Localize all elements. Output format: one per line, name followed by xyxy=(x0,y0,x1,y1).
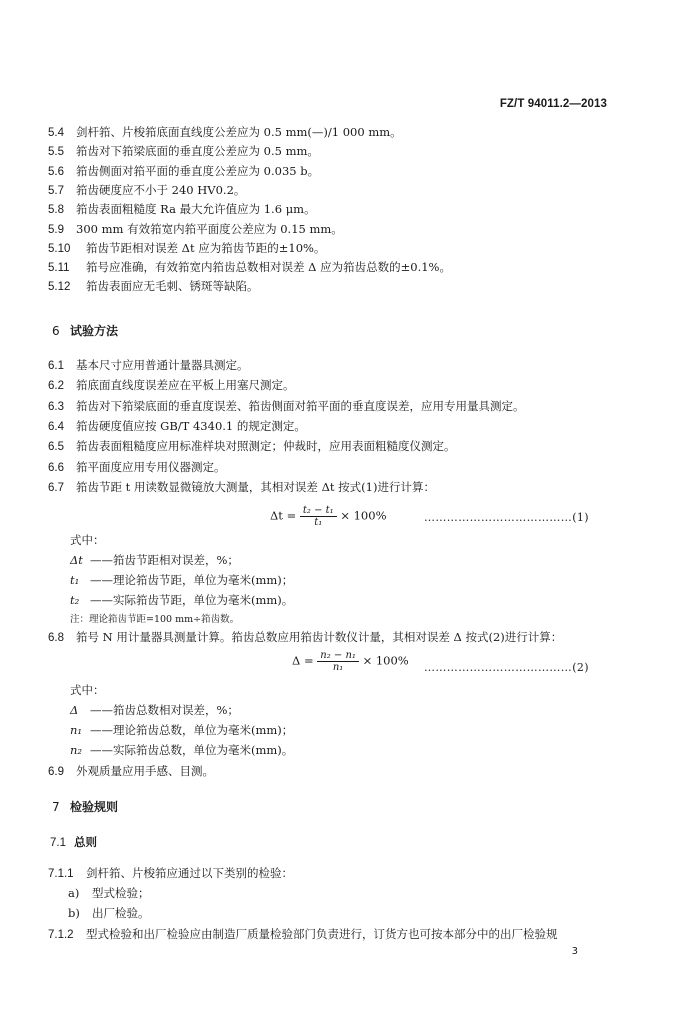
item-7-1-2-number: 7.1.2 xyxy=(48,929,74,941)
item-text: 筘齿对下筘梁底面的垂直度公差应为 0.5 mm。 xyxy=(76,144,319,159)
item-text: 基本尺寸应用普通计量器具测定。 xyxy=(76,358,249,372)
item-number: 6.4 xyxy=(48,420,64,433)
item-6-3 xyxy=(48,399,525,414)
definition-text: ——理论筘齿节距，单位为毫米(mm)； xyxy=(90,573,294,587)
item-text: 筘齿表面粗糙度 Ra 最大允许值应为 1.6 μm。 xyxy=(76,202,316,217)
item-6-9-number: 6.9 xyxy=(48,766,64,778)
formula1-lhs: Δt = xyxy=(270,508,297,523)
item-6-5 xyxy=(48,439,456,454)
item-text: 筘齿节距 t 用读数显微镜放大测量，其相对误差 Δt 按式(1)进行计算： xyxy=(76,479,435,494)
item-5-11 xyxy=(48,260,451,275)
list-item-a-label: a) xyxy=(68,886,80,900)
formula1-number: …………………………………(1) xyxy=(424,511,589,524)
item-number: 5.7 xyxy=(48,184,64,197)
item-6-8-number: 6.8 xyxy=(48,632,64,644)
item-number: 6.6 xyxy=(48,461,64,474)
item-5-4 xyxy=(48,125,402,140)
item-number: 5.9 xyxy=(48,223,64,236)
formula1-denominator: t₁ xyxy=(314,517,323,528)
definition-row xyxy=(70,743,293,757)
formula2-number: …………………………………(2) xyxy=(424,661,589,674)
item-6-4 xyxy=(48,419,306,434)
page-number: 3 xyxy=(571,946,578,957)
item-number: 6.3 xyxy=(48,400,64,413)
standard-id-header: FZ/T 94011.2—2013 xyxy=(499,98,607,110)
list-item-b-text: 出厂检验。 xyxy=(92,906,150,920)
definition-row xyxy=(70,593,293,607)
item-number: 6.7 xyxy=(48,481,64,494)
item-7-1-1-text: 剑杆筘、片梭筘应通过以下类别的检验： xyxy=(86,866,293,880)
section6-title: 试验方法 xyxy=(70,324,119,338)
item-text: 300 mm 有效筘宽内筘平面度公差应为 0.15 mm。 xyxy=(76,221,343,236)
item-text: 筘齿表面粗糙度应用标准样块对照测定；仲裁时，应用表面粗糙度仪测定。 xyxy=(76,439,456,454)
definition-symbol: Δ xyxy=(70,703,79,717)
list-item-b-label: b) xyxy=(68,906,80,920)
definition-text: ——实际筘齿总数，单位为毫米(mm)。 xyxy=(90,743,294,757)
note-1: 注：理论筘齿节距=100 mm÷筘齿数。 xyxy=(70,614,240,625)
subsection-7-1 xyxy=(50,834,97,850)
item-text: 筘齿侧面对筘平面的垂直度公差应为 0.035 b。 xyxy=(76,163,320,178)
item-7-1-2 xyxy=(48,927,558,942)
item-number: 5.6 xyxy=(48,165,64,178)
section6-heading xyxy=(52,322,118,339)
item-text: 筘齿表面应无毛刺、锈斑等缺陷。 xyxy=(86,279,259,294)
item-5-5 xyxy=(48,144,319,159)
definition-row xyxy=(70,723,293,737)
formula2-fraction xyxy=(317,650,359,673)
item-number: 6.5 xyxy=(48,441,64,454)
item-5-6 xyxy=(48,164,319,179)
item-5-10 xyxy=(48,241,325,256)
item-6-1 xyxy=(48,358,249,373)
formula2-rhs: × 100% xyxy=(362,653,409,668)
item-6-9 xyxy=(48,764,214,779)
item-number: 5.5 xyxy=(48,146,64,159)
formula2-numerator: n₂ − n₁ xyxy=(317,650,359,662)
formula1-rhs: × 100% xyxy=(340,508,387,523)
formula-2 xyxy=(292,650,409,673)
definition-symbol: t₂ xyxy=(70,593,80,607)
item-6-8-text: 筘号 N 用计量器具测量计算。筘齿总数应用筘齿计数仪计量，其相对误差 Δ 按式(2)进行计算： xyxy=(76,630,563,644)
item-number: 5.8 xyxy=(48,204,64,217)
item-7-1-1 xyxy=(48,866,293,881)
definition-text: ——筘齿节距相对误差，%； xyxy=(90,553,239,567)
definition-symbol: n₁ xyxy=(70,723,83,737)
list-item-a-text: 型式检验； xyxy=(92,886,150,900)
formula1-numerator: t₂ − t₁ xyxy=(300,505,337,517)
where1-label: 式中： xyxy=(70,533,105,547)
item-6-8 xyxy=(48,630,562,645)
section6-number: 6 xyxy=(52,324,60,338)
definition-symbol: n₂ xyxy=(70,743,83,757)
list-item-a xyxy=(68,886,150,900)
item-text: 筘平面度应用专用仪器测定。 xyxy=(76,459,226,474)
item-5-9 xyxy=(48,222,343,237)
item-number: 6.2 xyxy=(48,380,64,393)
item-text: 筘齿节距相对误差 Δt 应为筘齿节距的±10%。 xyxy=(86,240,326,255)
item-7-1-2-text: 型式检验和出厂检验应由制造厂质量检验部门负责进行，订货方也可按本部分中的出厂检验规 xyxy=(86,927,558,941)
formula-1 xyxy=(270,505,387,528)
item-6-7 xyxy=(48,480,435,495)
item-5-7 xyxy=(48,183,245,198)
list-item-b xyxy=(68,906,150,920)
item-text: 筘齿对下筘梁底面的垂直度误差、筘齿侧面对筘平面的垂直度误差，应用专用量具测定。 xyxy=(76,398,525,413)
section7-number: 7 xyxy=(52,800,60,814)
item-6-9-text: 外观质量应用手感、目测。 xyxy=(76,764,214,778)
definition-row xyxy=(70,553,239,567)
formula2-denominator: n₁ xyxy=(332,662,344,673)
item-number: 5.12 xyxy=(48,281,71,294)
item-number: 5.11 xyxy=(48,262,70,275)
subsection-7-1-number: 7.1 xyxy=(50,837,66,849)
section7-title: 检验规则 xyxy=(70,800,119,814)
where2-label: 式中： xyxy=(70,683,105,697)
item-text: 筘底面直线度误差应在平板上用塞尺测定。 xyxy=(76,378,295,393)
definition-symbol: Δt xyxy=(70,553,83,567)
section7-heading xyxy=(52,798,118,815)
item-text: 剑杆筘、片梭筘底面直线度公差应为 0.5 mm(—)/1 000 mm。 xyxy=(76,125,402,139)
item-7-1-1-number: 7.1.1 xyxy=(48,868,74,880)
item-5-12 xyxy=(48,279,259,294)
item-text: 筘齿硬度应不小于 240 HV0.2。 xyxy=(76,182,246,197)
formula2-lhs: Δ = xyxy=(292,653,314,668)
definition-symbol: t₁ xyxy=(70,573,80,587)
definition-text: ——实际筘齿节距，单位为毫米(mm)。 xyxy=(90,593,294,607)
definition-text: ——理论筘齿总数，单位为毫米(mm)； xyxy=(90,723,294,737)
definition-row xyxy=(70,573,293,587)
subsection-7-1-title: 总则 xyxy=(74,835,97,849)
item-number: 5.4 xyxy=(48,127,64,139)
item-6-6 xyxy=(48,460,226,475)
item-5-8 xyxy=(48,202,316,217)
item-text: 筘齿硬度值应按 GB/T 4340.1 的规定测定。 xyxy=(76,418,306,433)
formula1-fraction xyxy=(300,505,337,528)
item-number: 6.1 xyxy=(48,360,64,372)
item-6-2 xyxy=(48,378,295,393)
item-number: 5.10 xyxy=(48,242,71,255)
item-text: 筘号应准确，有效筘宽内筘齿总数相对误差 Δ 应为筘齿总数的±0.1%。 xyxy=(86,260,451,275)
definition-text: ——筘齿总数相对误差，%； xyxy=(90,703,239,717)
definition-row xyxy=(70,703,239,717)
